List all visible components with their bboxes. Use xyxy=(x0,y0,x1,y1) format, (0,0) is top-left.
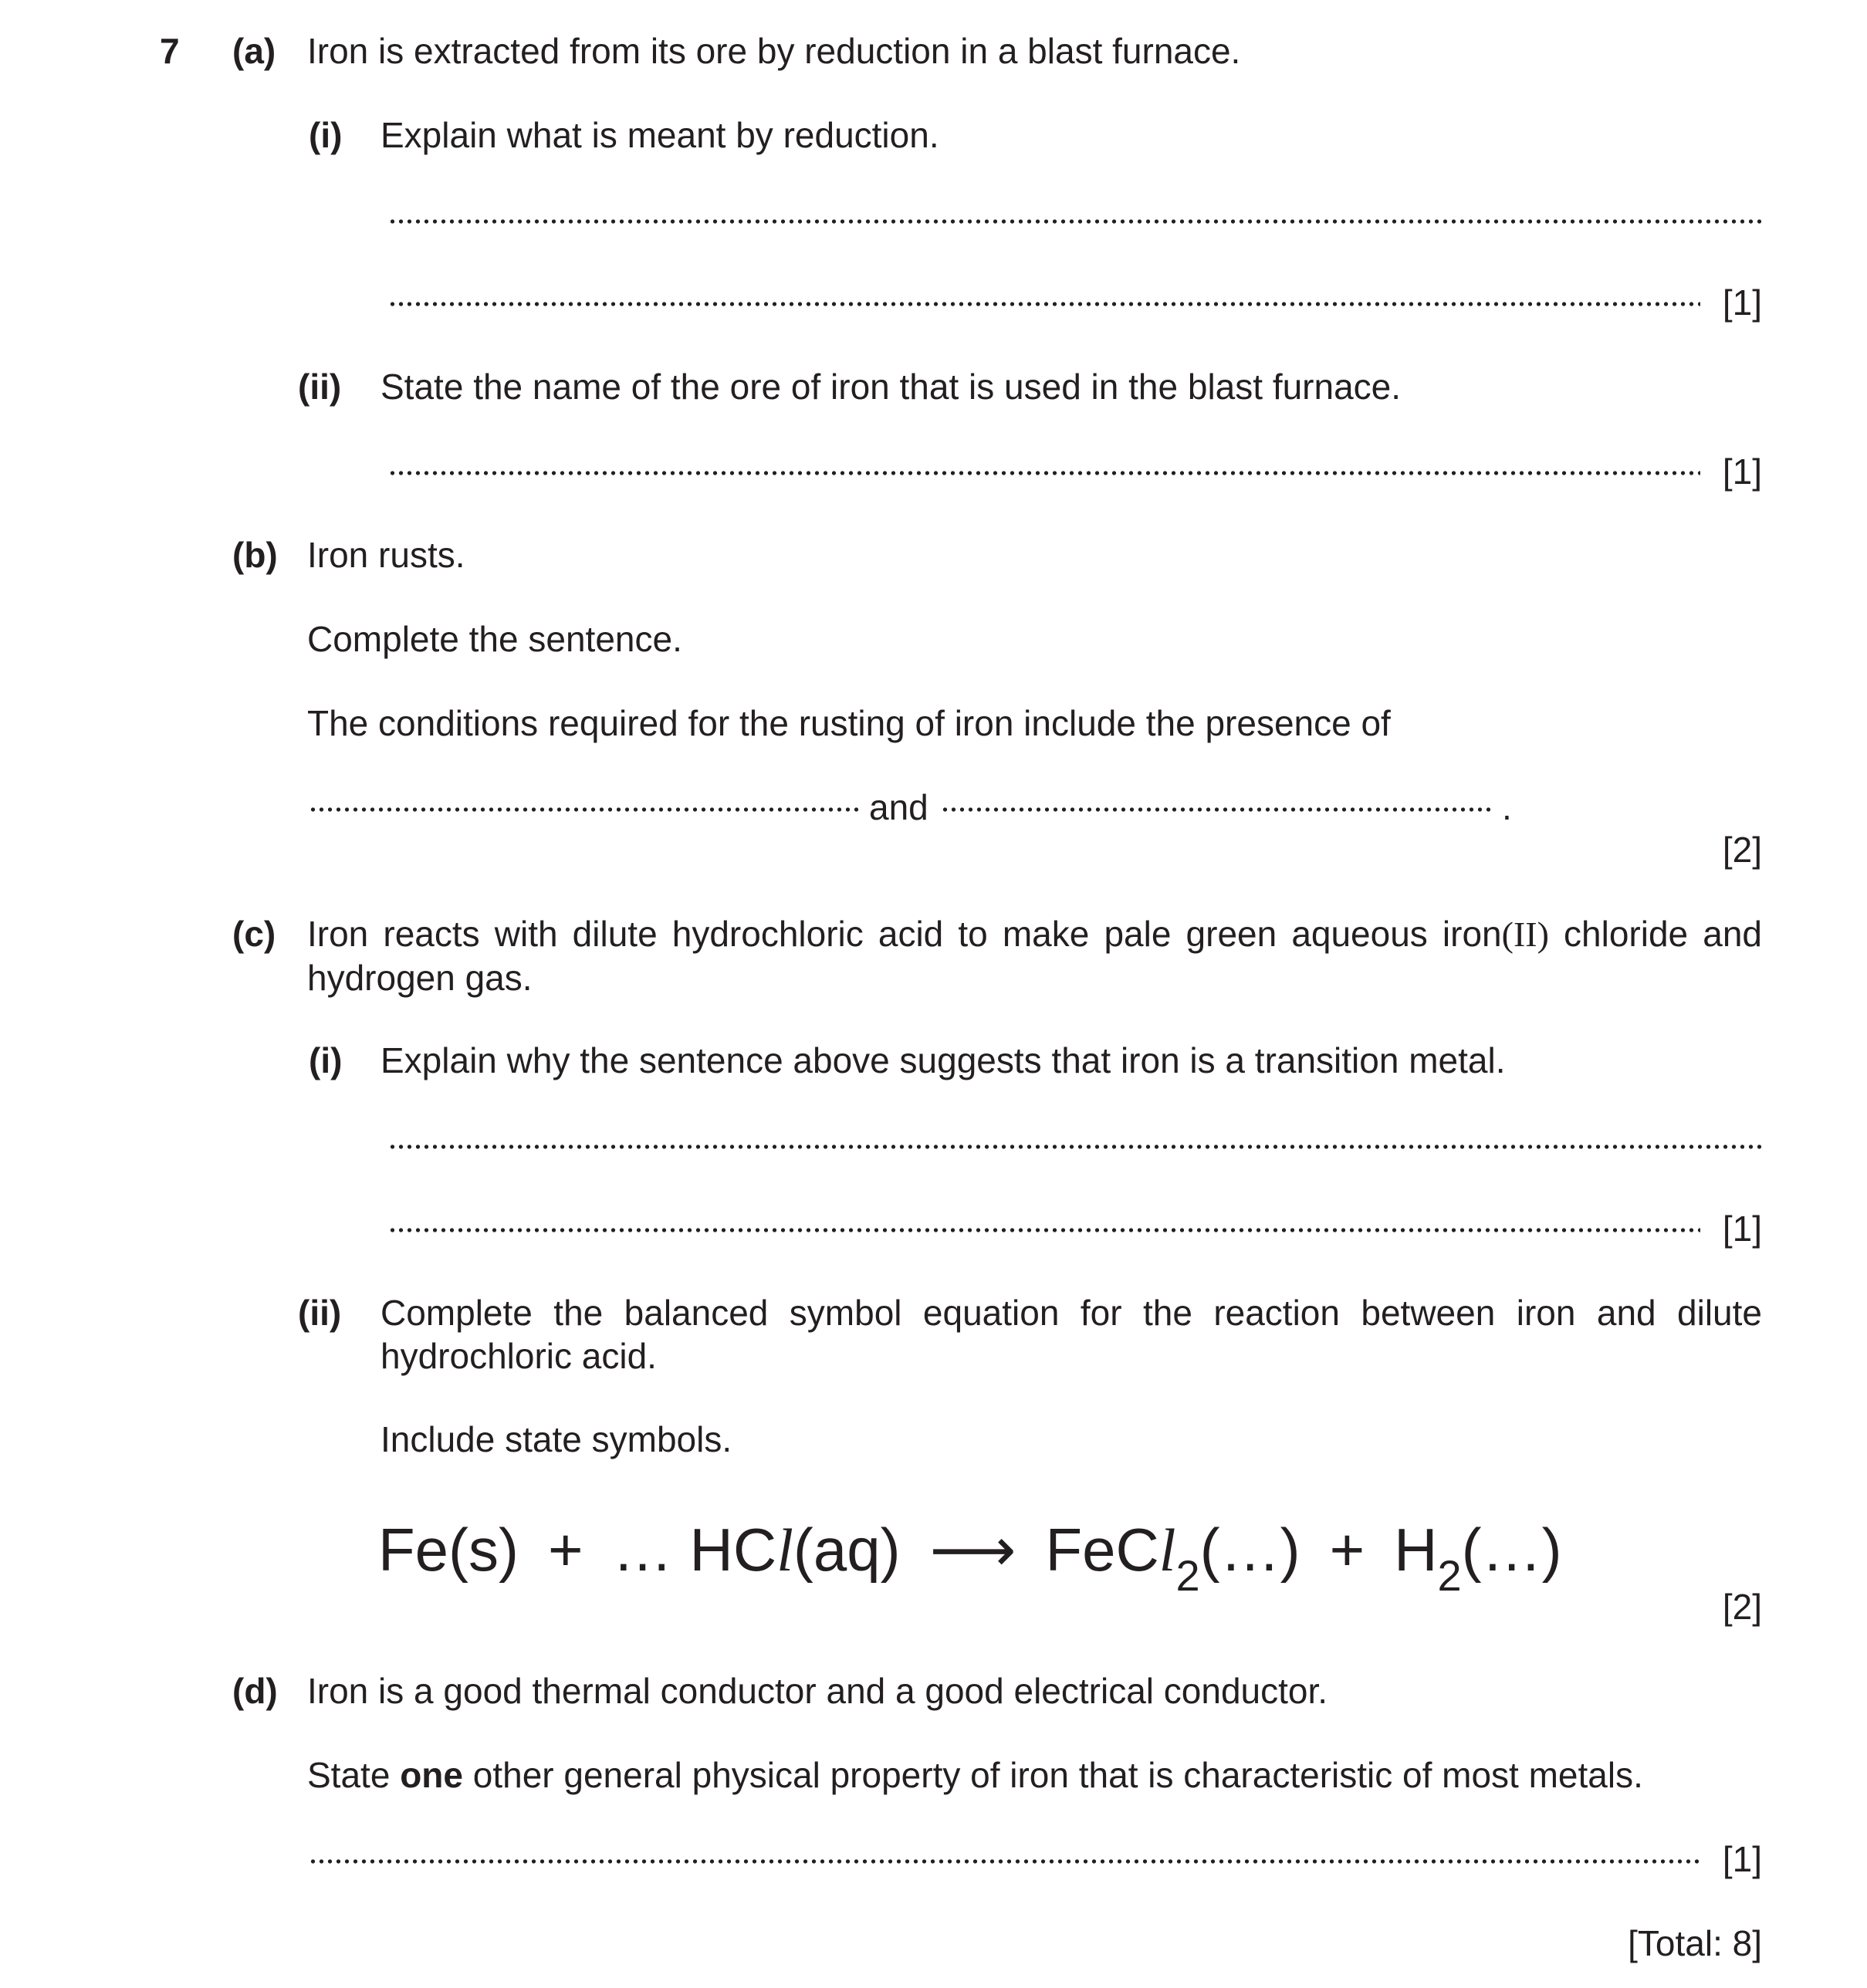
eq-hcl-h: HC xyxy=(689,1516,777,1584)
answer-blank-b-1[interactable] xyxy=(309,806,858,813)
part-d-instruction-bold: one xyxy=(400,1755,463,1795)
answer-line-a-i-1[interactable] xyxy=(388,218,1762,225)
symbol-equation xyxy=(378,1515,1562,1600)
part-a-label: (a) xyxy=(232,31,276,71)
eq-fecl-l: l xyxy=(1158,1516,1176,1584)
part-c-text-pre: Iron reacts with dilute hydrochloric acid to make pale green aqueous iron xyxy=(307,914,1502,954)
eq-coefficient-blank[interactable]: … xyxy=(612,1516,673,1584)
part-c-ii-text: Complete the balanced symbol equation for the reaction between iron and dilute hydrochloric acid. xyxy=(381,1293,1762,1376)
part-a-ii-text: State the name of the ore of iron that is used in the blast furnace. xyxy=(381,367,1402,407)
eq-fe: Fe xyxy=(378,1516,449,1584)
mark-c-ii: [2] xyxy=(1722,1587,1762,1627)
part-b-sentence: The conditions required for the rusting of iron include the presence of xyxy=(307,703,1391,743)
part-b-and: and xyxy=(869,787,928,827)
part-c-ii-instruction: Include state symbols. xyxy=(381,1419,732,1459)
part-c-i-label: (i) xyxy=(309,1040,343,1080)
question-number: 7 xyxy=(160,31,180,71)
total-marks: [Total: 8] xyxy=(1628,1923,1762,1963)
part-a-text: Iron is extracted from its ore by reduction in a blast furnace. xyxy=(307,31,1241,71)
answer-line-a-i-2[interactable] xyxy=(388,301,1700,307)
mark-a-ii: [1] xyxy=(1722,451,1762,492)
eq-plus-1: + xyxy=(547,1516,583,1584)
answer-line-c-i-2[interactable] xyxy=(388,1227,1700,1233)
eq-fecl-sub: 2 xyxy=(1175,1551,1200,1600)
eq-h2-h: H xyxy=(1394,1516,1438,1584)
eq-fe-state: (s) xyxy=(448,1516,519,1584)
eq-fecl-state[interactable]: (…) xyxy=(1199,1516,1300,1584)
eq-hcl-state: (aq) xyxy=(793,1516,901,1584)
mark-d: [1] xyxy=(1722,1839,1762,1879)
eq-arrow: ⟶ xyxy=(929,1516,1016,1584)
part-d-text: Iron is a good thermal conductor and a good electrical conductor. xyxy=(307,1671,1328,1711)
part-b-instruction: Complete the sentence. xyxy=(307,619,682,659)
answer-line-d[interactable] xyxy=(309,1858,1700,1865)
eq-fecl-fe: FeC xyxy=(1045,1516,1159,1584)
part-a-i-label: (i) xyxy=(309,115,343,155)
mark-c-i: [1] xyxy=(1722,1209,1762,1249)
part-c-text-post: chloride and hydrogen gas. xyxy=(307,914,1762,998)
part-b-end-punct: . xyxy=(1502,787,1512,827)
mark-a-i: [1] xyxy=(1722,282,1762,323)
part-c-text-roman: (II) xyxy=(1501,915,1549,954)
part-b-label: (b) xyxy=(232,535,278,575)
part-d-instruction xyxy=(307,1753,1643,1797)
answer-blank-b-2[interactable] xyxy=(941,806,1490,813)
part-c-label: (c) xyxy=(232,914,276,954)
part-c-text xyxy=(307,912,1762,999)
part-a-i-text: Explain what is meant by reduction. xyxy=(381,115,939,155)
mark-b: [2] xyxy=(1722,830,1762,870)
part-d-label: (d) xyxy=(232,1671,278,1711)
eq-plus-2: + xyxy=(1329,1516,1365,1584)
answer-line-a-ii[interactable] xyxy=(388,470,1700,476)
answer-line-c-i-1[interactable] xyxy=(388,1144,1762,1150)
part-a-ii-label: (ii) xyxy=(298,367,342,407)
part-d-instruction-pre: State xyxy=(307,1755,401,1795)
eq-h2-state[interactable]: (…) xyxy=(1461,1516,1562,1584)
eq-hcl-l: l xyxy=(776,1516,793,1584)
part-b-text: Iron rusts. xyxy=(307,535,465,575)
part-c-ii-label: (ii) xyxy=(298,1293,342,1333)
eq-h2-sub: 2 xyxy=(1437,1551,1462,1600)
part-d-instruction-post: other general physical property of iron that is characteristic of most metals. xyxy=(462,1755,1643,1795)
part-c-i-text: Explain why the sentence above suggests that iron is a transition metal. xyxy=(381,1040,1506,1080)
